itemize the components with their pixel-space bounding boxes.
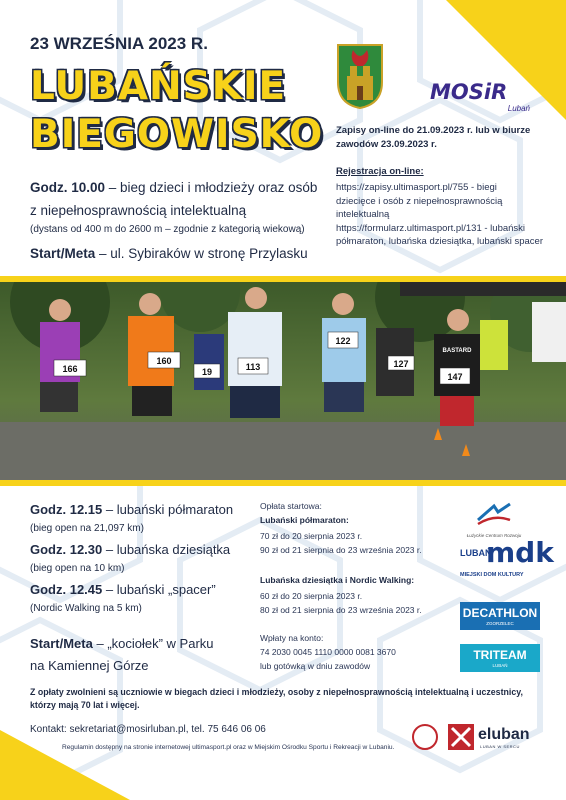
registration-line[interactable]: https://formularz.ultimasport.pl/131 - lubański xyxy=(336,222,526,234)
event-title-line2: BIEGOWISKO xyxy=(30,112,324,157)
cash-payment: lub gotówką w dniu zawodów xyxy=(260,661,371,671)
mosir-logo xyxy=(430,80,536,120)
race-halfmarathon-distance: (bieg open na 21,097 km) xyxy=(30,523,144,534)
eluban-emblem-icon xyxy=(448,724,474,750)
registration-line[interactable]: https://zapisy.ultimasport.pl/755 - biegi xyxy=(336,182,497,193)
triteam-logo-sub: LUBAŃ xyxy=(492,663,508,668)
kids-run-line2: z niepełnosprawnością intelektualną xyxy=(30,203,247,218)
event-date: 23 WRZEŚNIA 2023 R. xyxy=(30,34,208,53)
race-time: Godz. 12.45 xyxy=(30,582,103,597)
bib-number: 147 xyxy=(447,372,463,382)
account-title: Wpłaty na konto: xyxy=(260,633,324,643)
fee-ten-title xyxy=(260,574,414,587)
decathlon-logo-sub: ZGORZELEC xyxy=(486,621,514,626)
kcr-logo-text: Łużyckie Centrum Rozwoju xyxy=(466,533,522,538)
registration-title: Rejestracja on-line: xyxy=(336,166,424,177)
fee-heading: Opłata startowa: xyxy=(260,501,322,511)
fee-half-line2: 90 zł od 21 sierpnia do 23 września 2023 r. xyxy=(260,545,422,555)
kids-run-desc: – bieg dzieci i młodzieży oraz osób xyxy=(105,180,318,195)
start-location: – ul. Sybiraków w stronę Przylasku xyxy=(95,246,308,261)
fee-ten-line2: 80 zł od 21 sierpnia do 23 września 2023 r. xyxy=(260,605,422,615)
start-finish-park-line2: na Kamiennej Górze xyxy=(30,658,149,673)
fee-half-line1: 70 zł do 20 sierpnia 2023 r. xyxy=(260,531,363,541)
mosir-logo-text: MOSiR xyxy=(430,80,508,104)
mdk-logo-sub: MIEJSKI DOM KULTURY xyxy=(460,572,524,578)
registration-deadline: Zapisy on-line do 21.09.2023 r. lub w biurze zawodów 23.09.2023 r. xyxy=(336,125,531,150)
kids-run-time: Godz. 10.00 xyxy=(30,180,106,195)
registration-links xyxy=(336,181,546,249)
mdk-logo-top: LUBAŃ xyxy=(460,548,492,558)
race-walk xyxy=(30,582,216,597)
decathlon-logo xyxy=(460,602,540,630)
bib-number: 166 xyxy=(62,364,78,374)
photo-border-bottom xyxy=(0,480,566,486)
shirt-text: BASTARD xyxy=(442,348,472,354)
bib-number: 19 xyxy=(201,367,213,377)
race-name: – lubańska dziesiątka xyxy=(102,542,231,557)
contact-info[interactable]: Kontakt: sekretariat@mosirluban.pl, tel. 75 646 06 06 xyxy=(30,724,266,735)
start-location: – „kociołek” w Parku xyxy=(92,636,214,651)
kcr-wave-icon xyxy=(474,502,514,526)
fee-half-title xyxy=(260,514,349,527)
registration-line: intelektualną xyxy=(336,209,390,220)
mdk-logo xyxy=(460,536,554,587)
luban-coat-of-arms-icon xyxy=(335,42,385,110)
regulations-note: Regulamin dostępny na stronie internetowej ultimasport.pl oraz w Miejskim Ośrodku Sportu i Rekreacji w Lubaniu. xyxy=(62,744,395,751)
race-halfmarathon xyxy=(30,502,233,517)
fee-ten-line1: 60 zł do 20 sierpnia 2023 r. xyxy=(260,591,363,601)
race-name: – lubański „spacer” xyxy=(102,582,216,597)
kids-run-line1 xyxy=(30,180,317,195)
race-name: – lubański półmaraton xyxy=(102,502,234,517)
fee-ten-title-text: Lubańska dziesiątka i Nordic Walking: xyxy=(260,575,415,585)
race-walk-distance: (Nordic Walking na 5 km) xyxy=(30,603,142,614)
registration-line: półmaraton, lubańska dziesiątka, lubański spacer xyxy=(336,236,544,247)
city-seal-icon xyxy=(412,724,438,750)
event-title-line1: LUBAŃSKIE xyxy=(30,64,287,109)
decathlon-logo-text: DECATHLON xyxy=(462,606,538,620)
triteam-logo xyxy=(460,644,540,672)
start-label: Start/Meta xyxy=(30,636,93,651)
account-number: 74 2030 0045 1110 0000 0081 3670 xyxy=(260,647,396,657)
fee-half-title-text: Lubański półmaraton: xyxy=(260,515,349,525)
kids-run-distance: (dystans od 400 m do 2600 m – zgodnie z kategorią wiekową) xyxy=(30,224,305,235)
race-ten-distance: (bieg open na 10 km) xyxy=(30,563,125,574)
bib-number: 113 xyxy=(245,362,261,372)
bib-number: 160 xyxy=(156,356,172,366)
mosir-logo-sub: Lubań xyxy=(507,104,530,113)
registration-line: dziecięce i osób z niepełnosprawnością xyxy=(336,195,503,207)
eluban-logo: eluban xyxy=(478,726,530,743)
runners-photo xyxy=(0,282,566,480)
fee-exemption-note: Z opłaty zwolnieni są uczniowie w biegach dzieci i młodzieży, osoby z niepełnosprawnością intelektualną i uczestnicy, którzy mają 70 lat i więcej. xyxy=(30,687,523,710)
corner-accent-bottom-left xyxy=(0,730,130,800)
race-time: Godz. 12.30 xyxy=(30,542,103,557)
start-label: Start/Meta xyxy=(30,246,96,261)
race-ten xyxy=(30,542,230,557)
eluban-logo-sub: LUBAN W SERCU xyxy=(480,744,520,749)
triteam-logo-text: TRITEAM xyxy=(473,648,527,662)
bib-number: 122 xyxy=(335,336,351,346)
start-finish-park xyxy=(30,636,214,651)
mdk-logo-text: mdk xyxy=(486,536,554,569)
race-time: Godz. 12.15 xyxy=(30,502,103,517)
bib-number: 127 xyxy=(393,359,409,369)
kids-start-finish xyxy=(30,246,308,261)
